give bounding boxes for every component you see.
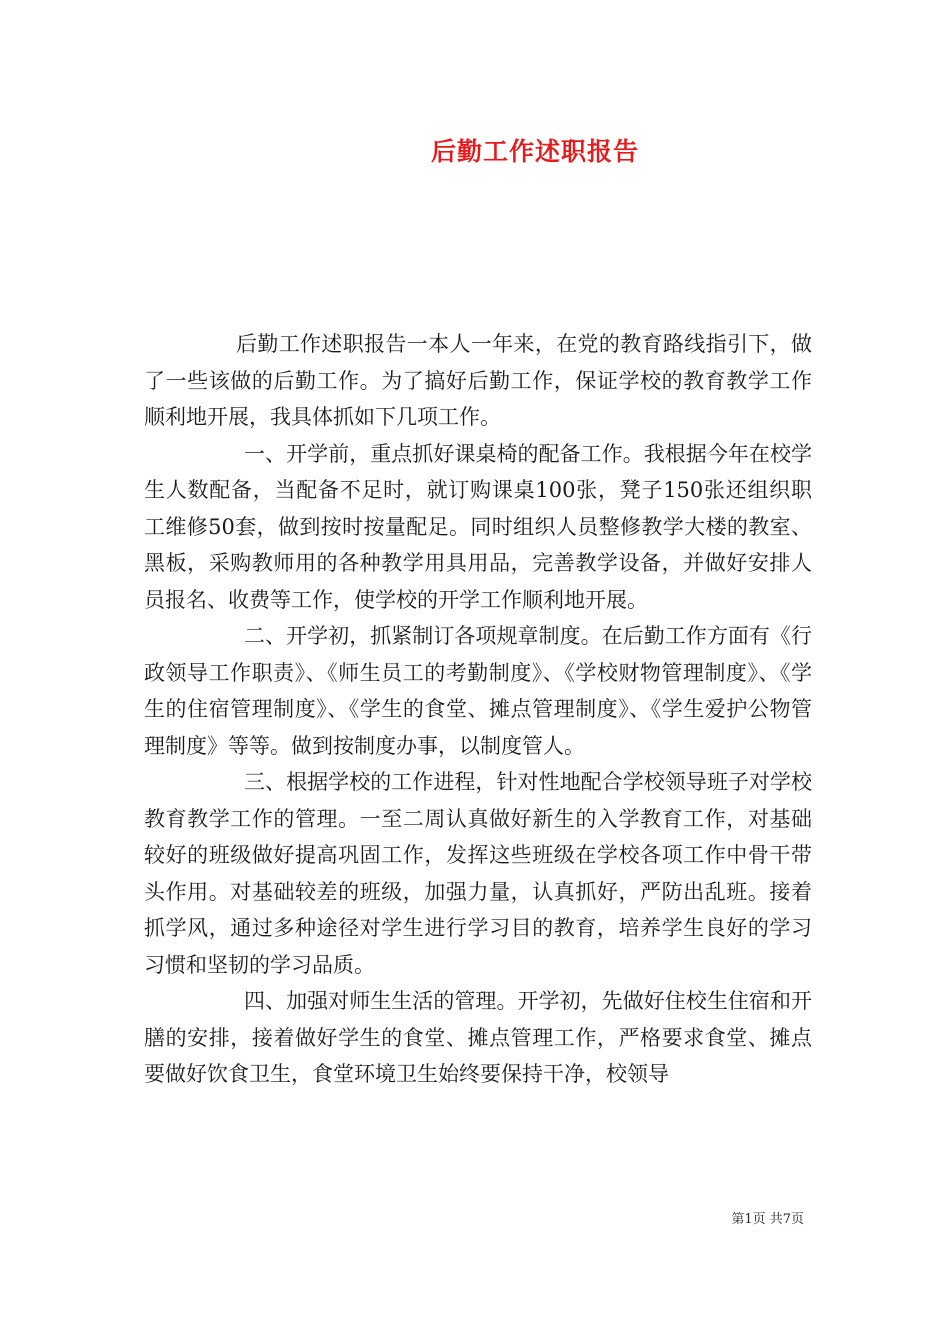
page-number: 第1页 共7页: [731, 1212, 804, 1227]
paragraph-item-2: 二、开学初，抓紧制订各项规章制度。在后勤工作方面有《行政领导工作职责》、《师生员工的考勤制度》、《学校财物管理制度》、《学生的住宿管理制度》、《学生的食堂、摊点管理制度》、《学生爱护公物管理制度》等等。做到按制度办事，以制度管人。: [144, 624, 812, 758]
paragraph-item-3: 三、根据学校的工作进程，针对性地配合学校领导班子对学校教育教学工作的管理。一至二周认真做好新生的入学教育工作，对基础较好的班级做好提高巩固工作，发挥这些班级在学校各项工作中骨干带头作用。对基础较差的班级，加强力量，认真抓好，严防出乱班。接着抓学风，通过多种途径对学生进行学习目的教育，培养学生良好的学习习惯和坚韧的学习品质。: [144, 770, 812, 977]
document-body: [144, 326, 812, 1093]
document-title: 后勤工作述职报告: [430, 137, 639, 166]
paragraph-item-1: 一、开学前，重点抓好课桌椅的配备工作。我根据今年在校学生人数配备，当配备不足时，就订购课桌100张，凳子150张还组织职工维修50套，做到按时按量配足。同时组织人员整修教学大楼的教室、黑板，采购教师用的各种教学用具用品，完善教学设备，并做好安排人员报名、收费等工作，使学校的开学工作顺利地开展。: [144, 441, 812, 612]
paragraph-intro: 后勤工作述职报告一本人一年来，在党的教育路线指引下，做了一些该做的后勤工作。为了搞好后勤工作，保证学校的教育教学工作顺利地开展，我具体抓如下几项工作。: [144, 332, 812, 429]
paragraph-item-4: 四、加强对师生生活的管理。开学初，先做好住校生住宿和开膳的安排，接着做好学生的食堂、摊点管理工作，严格要求食堂、摊点要做好饮食卫生，食堂环境卫生始终要保持干净，校领导: [144, 989, 812, 1086]
page-footer: [731, 1208, 804, 1227]
